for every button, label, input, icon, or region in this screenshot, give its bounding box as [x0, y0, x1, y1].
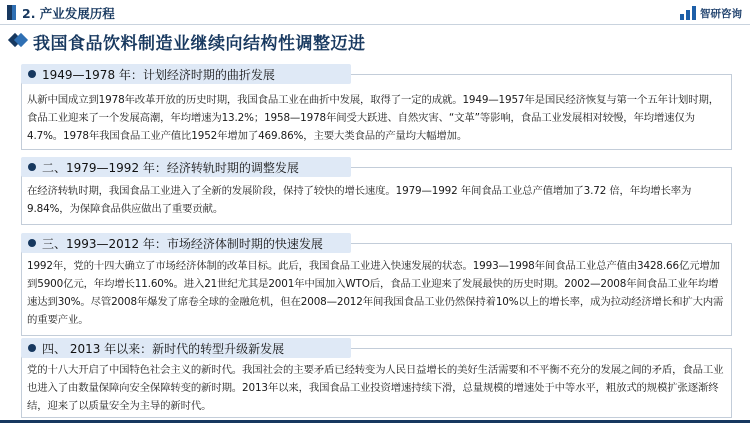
- period-body: 从新中国成立到1978年改革开放的历史时期，我国食品工业在曲折中发展，取得了一定的成就。1949—1957年是国民经济恢复与第一个五年计划时期，食品工业迎来了一个发展高潮，年均增速为13.2%；1958—1978年间受大跃进、自然灾害、“文革”等影响，食品工业发展相对较慢，年均增速仅为4.7%。1978年我国食品工业产值比1952年增加了469.86%，主要大类食品的产量均大幅增加。: [27, 94, 719, 142]
- period-heading: 三、1993—2012 年：市场经济体制时期的快速发展: [42, 237, 323, 251]
- top-bar: [0, 0, 750, 25]
- bullet-dot-icon: [28, 239, 36, 247]
- period-heading: 1949—1978 年：计划经济时期的曲折发展: [42, 68, 275, 82]
- period-section-4: [21, 338, 732, 418]
- bullet-dot-icon: [28, 344, 36, 352]
- title-bar: [0, 27, 750, 54]
- period-heading-pill: [21, 338, 351, 358]
- section-marker-icon: [7, 5, 17, 20]
- period-heading: 四、 2013 年以来：新时代的转型升级新发展: [42, 342, 285, 356]
- period-body: 党的十八大开启了中国特色社会主义的新时代。我国社会的主要矛盾已经转变为人民日益增长的美好生活需要和不平衡不充分的发展之间的矛盾，食品工业也进入了由数量保障向安全保障转变的新时期。2013年以来，我国食品工业投资增速持续下滑，总量规模的增速处于中等水平，粗放式的规模扩张逐渐终结，迎来了以质量安全为主导的新时代。: [27, 364, 724, 412]
- bullet-dot-icon: [28, 163, 36, 171]
- page-title: 我国食品饮料制造业继续向结构性调整迈进: [33, 34, 366, 54]
- bullet-dot-icon: [28, 70, 36, 78]
- period-heading-pill: [21, 157, 351, 177]
- brand-name: 智研咨询: [700, 7, 742, 20]
- period-body: 在经济转轨时期，我国食品工业进入了全新的发展阶段，保持了较快的增长速度。1979—1992 年间食品工业总产值增加了3.72 倍，年均增长率为9.84%，为保障食品供应做出了重要贡献。: [27, 185, 692, 215]
- period-body: 1992年，党的十四大确立了市场经济体制的改革目标。此后，我国食品工业进入快速发展的状态。1993—1998年间食品工业总产值由3428.66亿元增加到5900亿元，年均增长11.60%。进入21世纪尤其是2001年中国加入WTO后，食品工业迎来了发展最快的历史时期。2002—2008年间食品工业年均增速达到30%。尽管2008年爆发了席卷全球的金融危机，但在2008—2012年间我国食品工业仍然保持着10%以上的增长率，成为拉动经济增长和扩大内需的重要产业。: [27, 260, 724, 326]
- period-section-2: [21, 157, 732, 225]
- brand-logo: [680, 5, 742, 21]
- period-content-box: [21, 74, 732, 150]
- period-heading-pill: [21, 64, 351, 84]
- bar-chart-icon: [680, 6, 696, 20]
- period-content-box: [21, 243, 732, 336]
- period-section-1: [21, 64, 732, 150]
- period-content-box: [21, 348, 732, 418]
- period-heading-pill: [21, 233, 351, 253]
- period-section-3: [21, 233, 732, 336]
- header-divider: [0, 24, 750, 25]
- section-title: 2. 产业发展历程: [22, 6, 115, 21]
- period-heading: 二、1979—1992 年：经济转轨时期的调整发展: [42, 161, 299, 175]
